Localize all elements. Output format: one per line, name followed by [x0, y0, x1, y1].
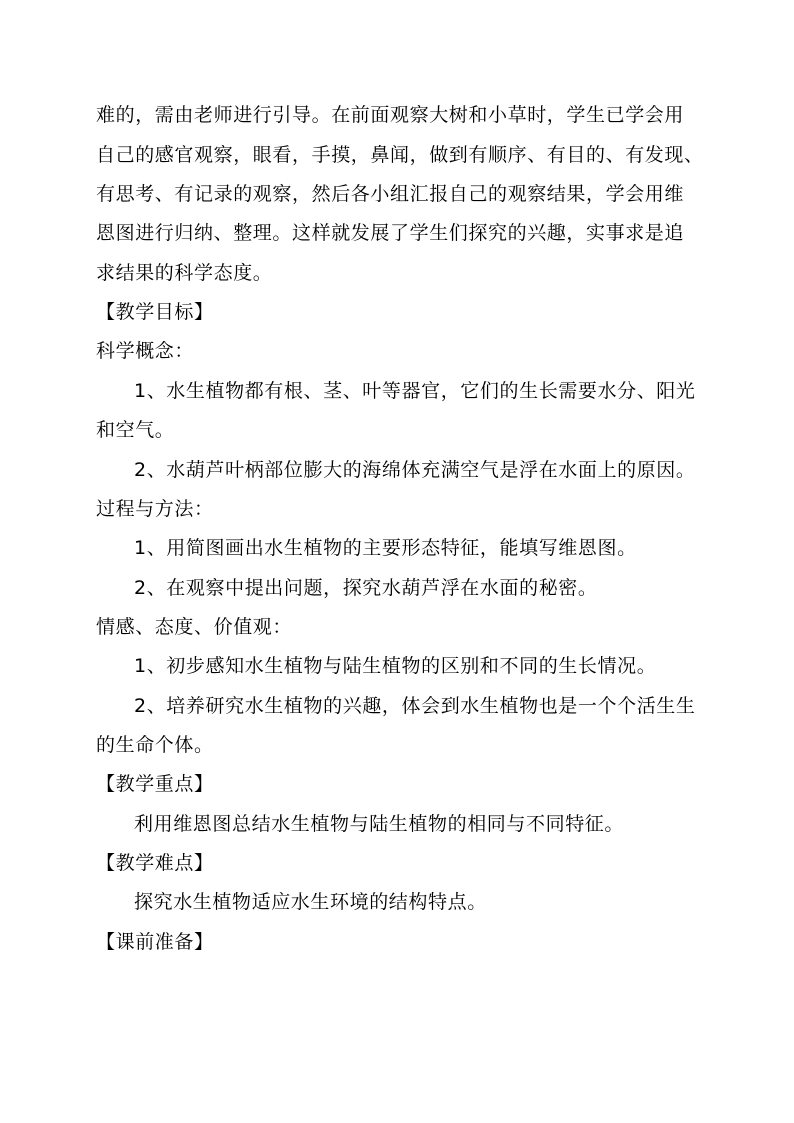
process-item-2: 2、在观察中提出问题，探究水葫芦浮在水面的秘密。 [134, 577, 598, 599]
intro-line-2: 自己的感官观察，眼看，手摸，鼻闻，做到有顺序、有目的、有发现、 [96, 144, 704, 166]
emotion-item-2-line-1: 2、培养研究水生植物的兴趣，体会到水生植物也是一个个活生生 [134, 695, 696, 717]
intro-line-4: 恩图进行归纳、整理。这样就发展了学生们探究的兴趣，实事求是追 [96, 222, 685, 244]
intro-line-5: 求结果的科学态度。 [96, 262, 273, 284]
emotion-item-2-line-2: 的生命个体。 [96, 734, 214, 756]
key-points-text: 利用维恩图总结水生植物与陆生植物的相同与不同特征。 [134, 813, 625, 835]
concept-item-1-line-1: 1、水生植物都有根、茎、叶等器官，它们的生长需要水分、阳光 [134, 380, 696, 402]
intro-line-3: 有思考、有记录的观察，然后各小组汇报自己的观察结果，学会用维 [96, 183, 685, 205]
teaching-goals-heading: 【教学目标】 [96, 301, 214, 323]
concept-item-2: 2、水葫芦叶柄部位膨大的海绵体充满空气是浮在水面上的原因。 [134, 459, 696, 481]
preparation-heading: 【课前准备】 [96, 931, 214, 953]
key-points-heading: 【教学重点】 [96, 773, 214, 795]
concept-item-1-line-2: 和空气。 [96, 419, 175, 441]
emotion-label: 情感、态度、价值观： [96, 616, 293, 638]
process-label: 过程与方法： [96, 498, 214, 520]
intro-line-1: 难的，需由老师进行引导。在前面观察大树和小草时，学生已学会用 [96, 104, 685, 126]
emotion-item-1: 1、初步感知水生植物与陆生植物的区别和不同的生长情况。 [134, 655, 657, 677]
process-item-1: 1、用简图画出水生植物的主要形态特征，能填写维恩图。 [134, 537, 637, 559]
difficult-points-heading: 【教学难点】 [96, 852, 214, 874]
difficult-points-text: 探究水生植物适应水生环境的结构特点。 [134, 891, 487, 913]
concept-label: 科学概念： [96, 340, 195, 362]
